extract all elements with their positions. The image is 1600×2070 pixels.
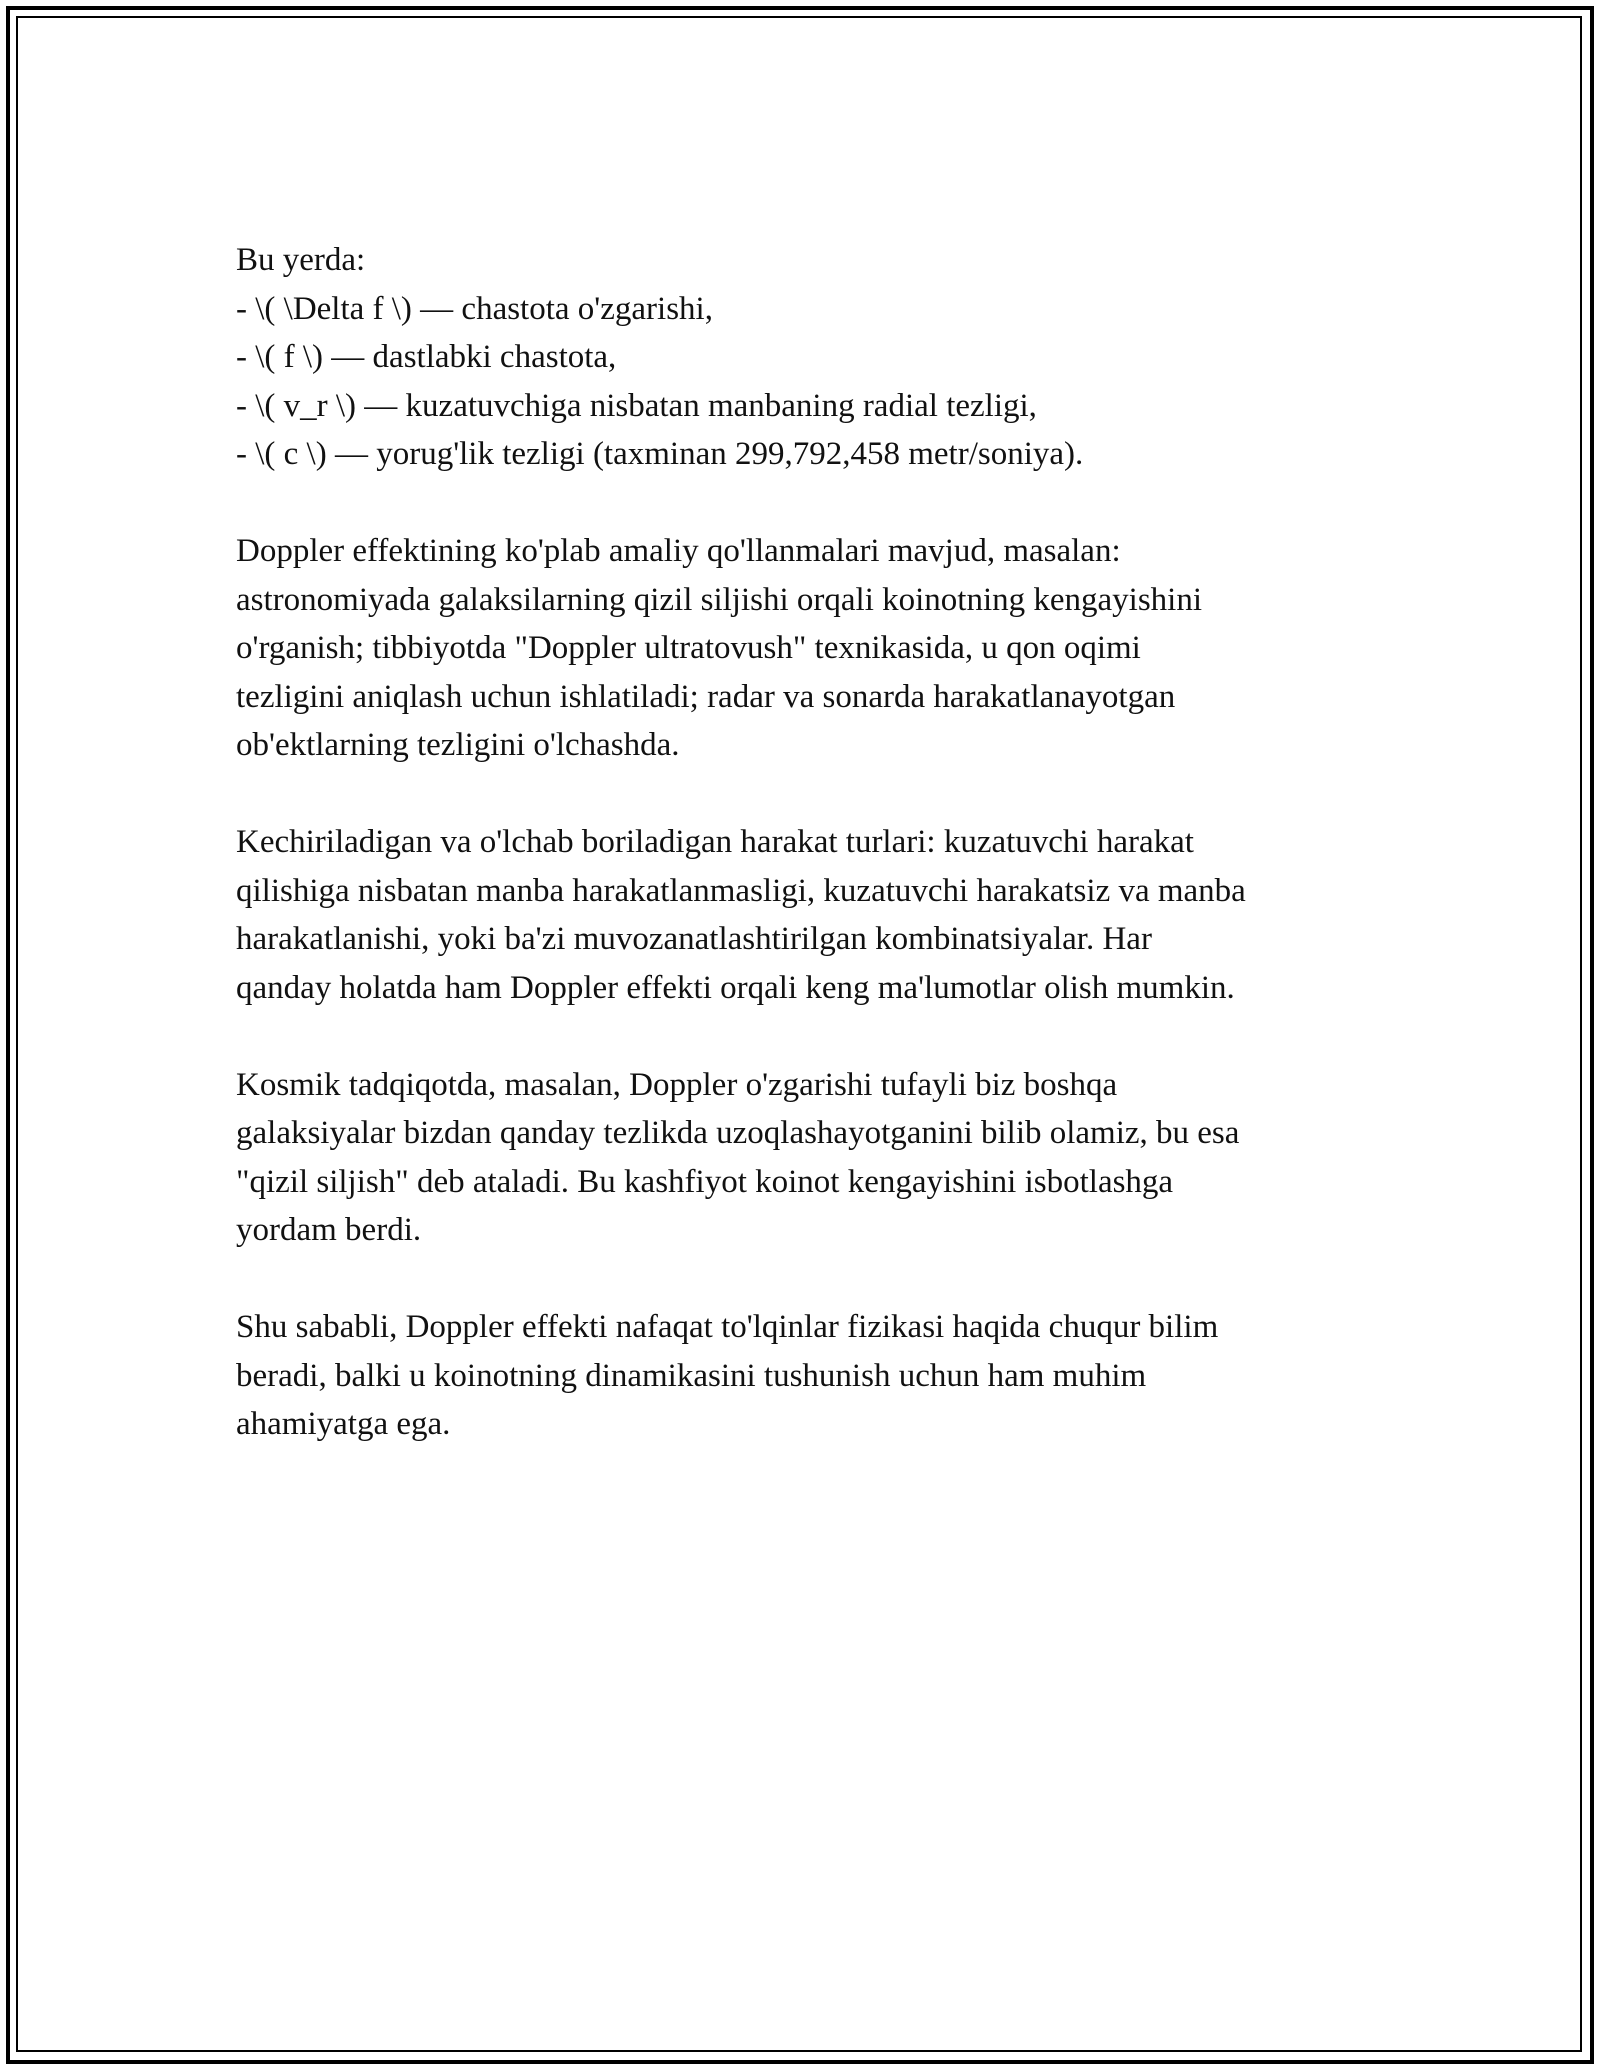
paragraph-line: beradi, balki u koinotning dinamikasini tushunish uchun ham muhim	[236, 1357, 1147, 1394]
paragraph-line: tezligini aniqlash uchun ishlatiladi; radar va sonarda harakatlanayotgan	[236, 678, 1176, 715]
paragraph-line: Kechiriladigan va o'lchab boriladigan harakat turlari: kuzatuvchi harakat	[236, 824, 1194, 860]
paragraph-line: yordam berdi.	[236, 1212, 422, 1248]
definition-delta-f: - \( \Delta f \) — chastota o'zgarishi,	[236, 290, 713, 327]
document-body	[236, 236, 1376, 1497]
definition-c: - \( c \) — yorug'lik tezligi (taxminan 299,792,458 metr/soniya).	[236, 436, 1084, 472]
paragraph-line: "qizil siljish" deb ataladi. Bu kashfiyot koinot kengayishini isbotlashga	[236, 1163, 1174, 1200]
paragraph-line: Shu sababli, Doppler effekti nafaqat to'lqinlar fizikasi haqida chuqur bilim	[236, 1309, 1219, 1345]
paragraph-line: qanday holatda ham Doppler effekti orqali keng ma'lumotlar olish mumkin.	[236, 969, 1235, 1006]
paragraph-applications	[236, 527, 1376, 770]
paragraph-line: Doppler effektining ko'plab amaliy qo'llanmalari mavjud, masalan:	[236, 533, 1121, 569]
paragraph-line: galaksiyalar bizdan qanday tezlikda uzoqlashayotganini bilib olamiz, bu esa	[236, 1115, 1240, 1151]
paragraph-space-research	[236, 1061, 1376, 1255]
paragraph-line: o'rganish; tibbiyotda "Doppler ultratovush" texnikasida, u qon oqimi	[236, 630, 1141, 666]
paragraph-line: harakatlanishi, yoki ba'zi muvozanatlashtirilgan kombinatsiyalar. Har	[236, 921, 1152, 957]
definition-f: - \( f \) — dastlabki chastota,	[236, 339, 617, 375]
paragraph-line: ahamiyatga ega.	[236, 1406, 451, 1442]
definitions-block	[236, 236, 1376, 479]
paragraph-motion-types	[236, 818, 1376, 1012]
paragraph-line: astronomiyada galaksilarning qizil siljishi orqali koinotning kengayishini	[236, 581, 1203, 618]
intro-label: Bu yerda:	[236, 242, 366, 278]
definition-v-r: - \( v_r \) — kuzatuvchiga nisbatan manbaning radial tezligi,	[236, 387, 1037, 424]
paragraph-line: qilishiga nisbatan manba harakatlanmasligi, kuzatuvchi harakatsiz va manba	[236, 872, 1246, 909]
paragraph-conclusion	[236, 1303, 1376, 1449]
paragraph-line: Kosmik tadqiqotda, masalan, Doppler o'zgarishi tufayli biz boshqa	[236, 1066, 1118, 1103]
paragraph-line: ob'ektlarning tezligini o'lchashda.	[236, 727, 680, 763]
